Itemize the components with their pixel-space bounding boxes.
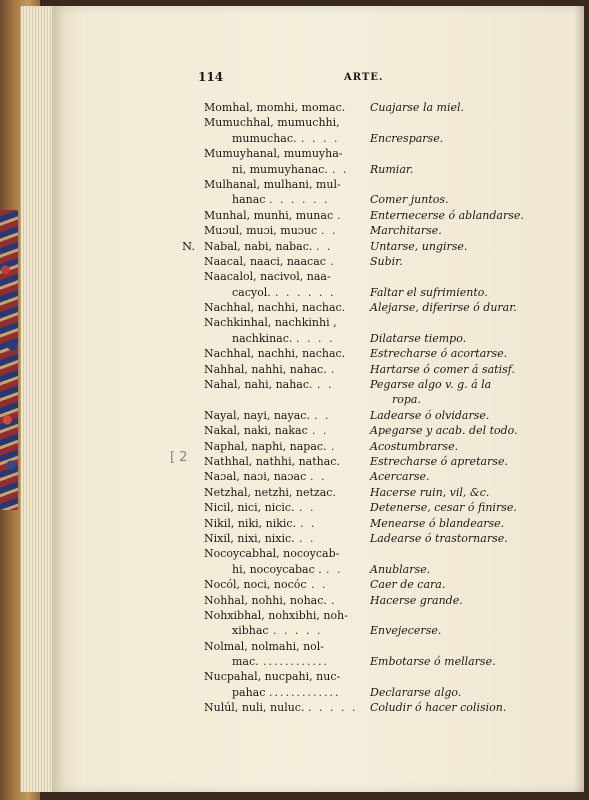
entry-meaning: Marchitarse.: [370, 224, 442, 238]
leader-dots: .: [331, 362, 337, 376]
entry-row: [52, 162, 584, 177]
entry-row: [52, 469, 584, 484]
entry-meaning: Acercarse.: [370, 470, 430, 484]
leader-dots: . . . . .: [273, 624, 323, 638]
entry-word: Nahhal, nahhi, nahac.: [204, 362, 327, 376]
entry-word: Nachhal, nachhi, nachac.: [204, 347, 346, 361]
entry-word: Nabal, nabi, nabac.: [204, 239, 313, 253]
leader-dots: . . . .: [296, 331, 335, 345]
entry-meaning: Anublarse.: [370, 562, 431, 576]
entry-word: mac.: [232, 655, 259, 669]
leader-dots: . .: [326, 562, 343, 576]
leader-dots: . .: [299, 501, 316, 515]
leader-dots: .: [337, 208, 343, 222]
entry-word: Naphal, naphi, napac.: [204, 439, 327, 453]
entry-meaning: Alejarse, diferirse ó durar.: [370, 301, 517, 315]
entry-row: [52, 546, 584, 561]
entry-word: Nocoycabhal, nocoycab-: [204, 547, 340, 561]
entry-row: [52, 239, 584, 254]
entry-row: [52, 362, 584, 377]
entry-row: [52, 500, 584, 515]
entry-row: [52, 146, 584, 161]
entry-word: Muɔul, muɔi, muɔuc: [204, 224, 318, 238]
entry-word: Momhal, momhi, momac.: [204, 101, 346, 114]
leader-dots: . .: [314, 408, 331, 422]
entry-row: [52, 177, 584, 192]
entry-word: Munhal, munhi, munac: [204, 208, 334, 222]
entry-row: [52, 331, 584, 346]
entry-word: Nucpahal, nucpahi, nuc-: [204, 670, 341, 684]
entry-word: mumuchac.: [232, 131, 297, 145]
entry-word: xibhac: [232, 624, 269, 638]
entry-word: hanac: [232, 193, 266, 207]
entry-row: [52, 100, 584, 115]
entry-meaning: Declararse algo.: [370, 685, 462, 699]
entry-word: Mumuyhanal, mumuyha-: [204, 147, 343, 161]
entry-meaning: Cuajarse la miel.: [370, 101, 464, 114]
entry-word: Nixil, nixi, nixic.: [204, 531, 295, 545]
leader-dots: . .: [321, 224, 338, 238]
entry-word: Nohxibhal, nohxibhi, noh-: [204, 608, 348, 622]
entry-row: [52, 454, 584, 469]
leader-dots: . .: [312, 424, 329, 438]
entry-meaning: Comer juntos.: [370, 193, 449, 207]
entry-word: Nachkinhal, nachkinhi ,: [204, 316, 337, 330]
entry-word: Naacal, naaci, naacac: [204, 254, 326, 268]
entry-word: cacyol.: [232, 285, 271, 299]
entry-meaning: Estrecharse ó apretarse.: [370, 454, 508, 468]
entry-word: Nicil, nici, nicic.: [204, 501, 295, 515]
entry-row: [52, 700, 584, 715]
leader-dots: . .: [316, 239, 333, 253]
entry-word: Netzhal, netzhi, netzac.: [204, 485, 336, 499]
entry-word: Naɔal, naɔi, naɔac: [204, 470, 307, 484]
entry-word: Nolmal, nolmahi, nol-: [204, 639, 325, 653]
margin-pencil-note: [ 2: [170, 450, 188, 465]
entry-row: [52, 685, 584, 700]
entry-row: [52, 131, 584, 146]
entry-row: [52, 192, 584, 207]
leader-dots: .: [330, 254, 336, 268]
entry-row: [52, 423, 584, 438]
page-number: 114: [198, 70, 224, 84]
leader-dots: . .: [332, 162, 349, 176]
entry-row: [52, 208, 584, 223]
leader-dots: . .: [311, 578, 328, 592]
leader-dots: . . . . . .: [269, 193, 330, 207]
entry-meaning: Coludir ó hacer colision.: [370, 701, 507, 715]
leader-dots: . . . . .: [308, 701, 358, 715]
leader-dots: ............: [263, 655, 329, 669]
leader-dots: . .: [317, 378, 334, 392]
entry-meaning: Acostumbrarse.: [370, 439, 459, 453]
entry-meaning: Enternecerse ó ablandarse.: [370, 208, 524, 222]
entry-meaning: Detenerse, cesar ó finirse.: [370, 501, 517, 515]
entry-row: [52, 593, 584, 608]
entry-meaning: Dilatarse tiempo.: [370, 331, 467, 345]
entry-meaning: Subir.: [370, 254, 403, 268]
entry-row: [52, 254, 584, 269]
entry-row: [52, 300, 584, 315]
entry-word: Mumuchhal, mumuchhi,: [204, 116, 340, 130]
entry-word: hi, nocoycabac .: [232, 562, 322, 576]
entry-word: Nathhal, nathhi, nathac.: [204, 454, 340, 468]
entry-row: [52, 408, 584, 423]
marbled-endpaper: [0, 210, 18, 510]
entry-word: Nikil, niki, nikic.: [204, 516, 297, 530]
entry-meaning: Faltar el sufrimiento.: [370, 285, 488, 299]
entry-word: Nakal, naki, nakac: [204, 424, 308, 438]
entry-meaning: Menearse ó blandearse.: [370, 516, 505, 530]
entry-meaning: Estrecharse ó acortarse.: [370, 347, 508, 361]
entry-meaning: Rumiar.: [370, 162, 414, 176]
entry-row: [52, 315, 584, 330]
entry-row: [52, 485, 584, 500]
leader-dots: .............: [269, 685, 341, 699]
entry-row: [52, 516, 584, 531]
leader-dots: . .: [299, 531, 316, 545]
entry-row: [52, 577, 584, 592]
entry-row: [52, 562, 584, 577]
entry-meaning: Hacerse ruin, vil, &c.: [370, 485, 490, 499]
entry-word: Mulhanal, mulhani, mul-: [204, 177, 341, 191]
leader-dots: .: [331, 593, 337, 607]
entry-row: [52, 654, 584, 669]
leader-dots: . .: [300, 516, 317, 530]
entry-word: Nocól, noci, nocóc: [204, 578, 307, 592]
entry-meaning: Encresparse.: [370, 131, 444, 145]
entry-meaning: Apegarse y acab. del todo.: [370, 424, 518, 438]
entry-row: [52, 439, 584, 454]
leader-dots: .: [331, 439, 337, 453]
entry-meaning: Envejecerse.: [370, 624, 442, 638]
entry-word: ni, mumuyhanac.: [232, 162, 328, 176]
entry-word: Nayal, nayi, nayac.: [204, 408, 310, 422]
entry-meaning: Hacerse grande.: [370, 593, 463, 607]
entry-meaning: Ladearse ó olvidarse.: [370, 408, 490, 422]
entry-row: [52, 669, 584, 684]
entry-row: [52, 608, 584, 623]
leader-dots: . . . . . .: [275, 285, 336, 299]
entry-meaning: Embotarse ó mellarse.: [370, 655, 496, 669]
page-header: [198, 70, 498, 90]
entry-row: [52, 531, 584, 546]
entry-meaning: Untarse, ungirse.: [370, 239, 468, 253]
leader-dots: . .: [310, 470, 327, 484]
entry-word: nachkinac.: [232, 331, 293, 345]
entry-row: [52, 377, 584, 392]
entry-meaning: Caer de cara.: [370, 578, 446, 592]
entry-meaning: Ladearse ó trastornarse.: [370, 531, 508, 545]
entry-row: [52, 623, 584, 638]
dictionary-entries: [52, 100, 584, 716]
entry-meaning: ropa.: [392, 393, 421, 407]
entry-row: [52, 285, 584, 300]
entry-row: [52, 269, 584, 284]
entry-word: Nohhal, nohhi, nohac.: [204, 593, 327, 607]
entry-row: [52, 115, 584, 130]
entry-word: Naacalol, nacivol, naa-: [204, 270, 331, 284]
entry-meaning: Pegarse algo v. g. á la: [370, 378, 492, 392]
entry-word: Nulúl, nuli, nuluc.: [204, 701, 305, 715]
entry-row: [52, 346, 584, 361]
book-page: [52, 6, 584, 792]
letter-marker: N.: [182, 238, 195, 253]
entry-row: [52, 639, 584, 654]
leader-dots: . . . .: [301, 131, 340, 145]
entry-word: Nachhal, nachhi, nachac.: [204, 301, 346, 315]
entry-word: pahac: [232, 685, 266, 699]
running-head: ARTE.: [344, 72, 384, 83]
entry-meaning: Hartarse ó comer á satisf.: [370, 362, 515, 376]
entry-word: Nahal, nahi, nahac.: [204, 378, 313, 392]
entry-row: [52, 392, 584, 407]
entry-row: [52, 223, 584, 238]
